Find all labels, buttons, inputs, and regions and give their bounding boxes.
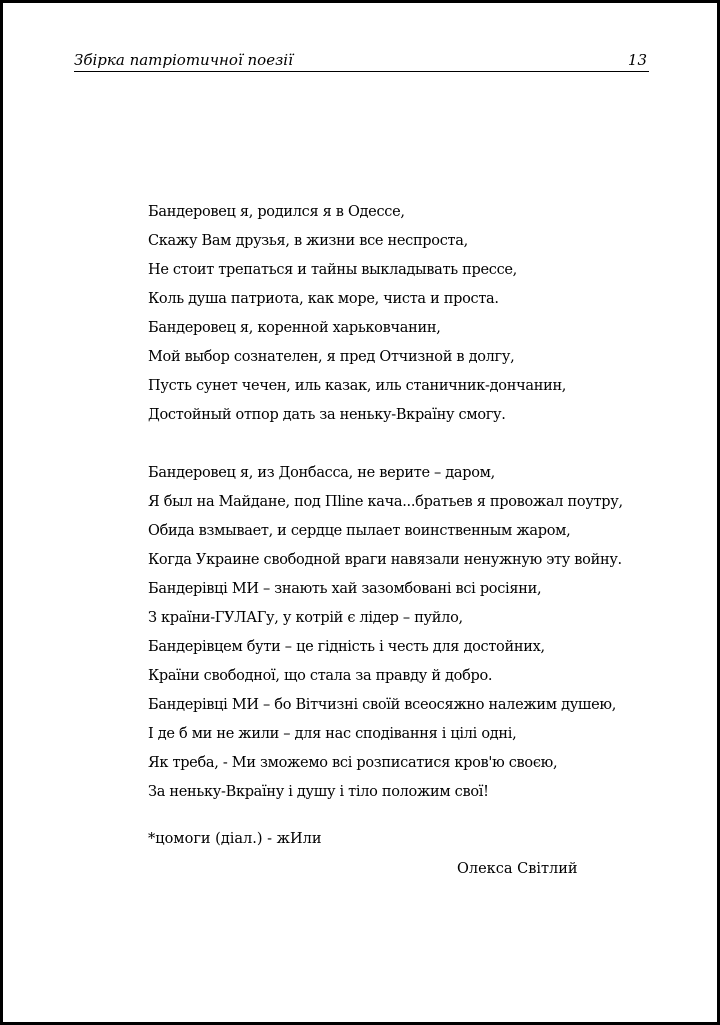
stanza-2 [148,459,658,807]
page-number: 13 [627,51,647,69]
poem-line: Пусть сунет чечен, иль казак, иль станичник-дончанин, [148,378,567,394]
poem-line: Не стоит трепаться и тайны выкладывать прессе, [148,262,517,278]
poem-line: Бандеровец я, из Донбасса, не верите – даром, [148,465,495,481]
poem-line: Я был на Майдане, под Пline кача...братьев я провожал поутру, [148,494,623,510]
poem [148,198,658,807]
poem-line: Достойный отпор дать за неньку-Вкраїну смогу. [148,407,506,423]
poem-line: Бандерівці МИ – бо Вітчизні своїй всеосяжно належим душею, [148,697,617,713]
poem-line: З країни-ГУЛАГу, у котрій є лідер – пуйло, [148,610,463,626]
poem-line: Бандерівці МИ – знають хай зазомбовані всі росіяни, [148,581,542,597]
poem-line: Країни свободної, що стала за правду й добро. [148,668,493,684]
stanza-1 [148,198,658,430]
footnote: *цомоги (діал.) - жИли [148,831,322,847]
poem-line: Бандеровец я, родился я в Одессе, [148,204,405,220]
poem-line: Обида взмывает, и сердце пылает воинственным жаром, [148,523,571,539]
poem-line: Як треба, - Ми зможемо всі розписатися кров'ю своєю, [148,755,558,771]
poem-line: Мой выбор сознателен, я пред Отчизной в долгу, [148,349,515,365]
poem-line: Скажу Вам друзья, в жизни все неспроста, [148,233,468,249]
poem-line: Коль душа патриота, как море, чиста и проста. [148,291,499,307]
poem-line: Бандеровец я, коренной харьковчанин, [148,320,441,336]
page-header [74,49,649,72]
poem-line: І де б ми не жили – для нас сподівання і цілі одні, [148,726,517,742]
poem-line: Когда Украине свободной враги навязали ненужную эту войну. [148,552,622,568]
author-signature: Олекса Світлий [457,861,578,877]
poem-line: За неньку-Вкраїну і душу і тіло положим свої! [148,784,489,800]
poem-line: Бандерівцем бути – це гідність і честь для достойних, [148,639,545,655]
collection-title: Збірка патріотичної поезії [74,51,293,69]
